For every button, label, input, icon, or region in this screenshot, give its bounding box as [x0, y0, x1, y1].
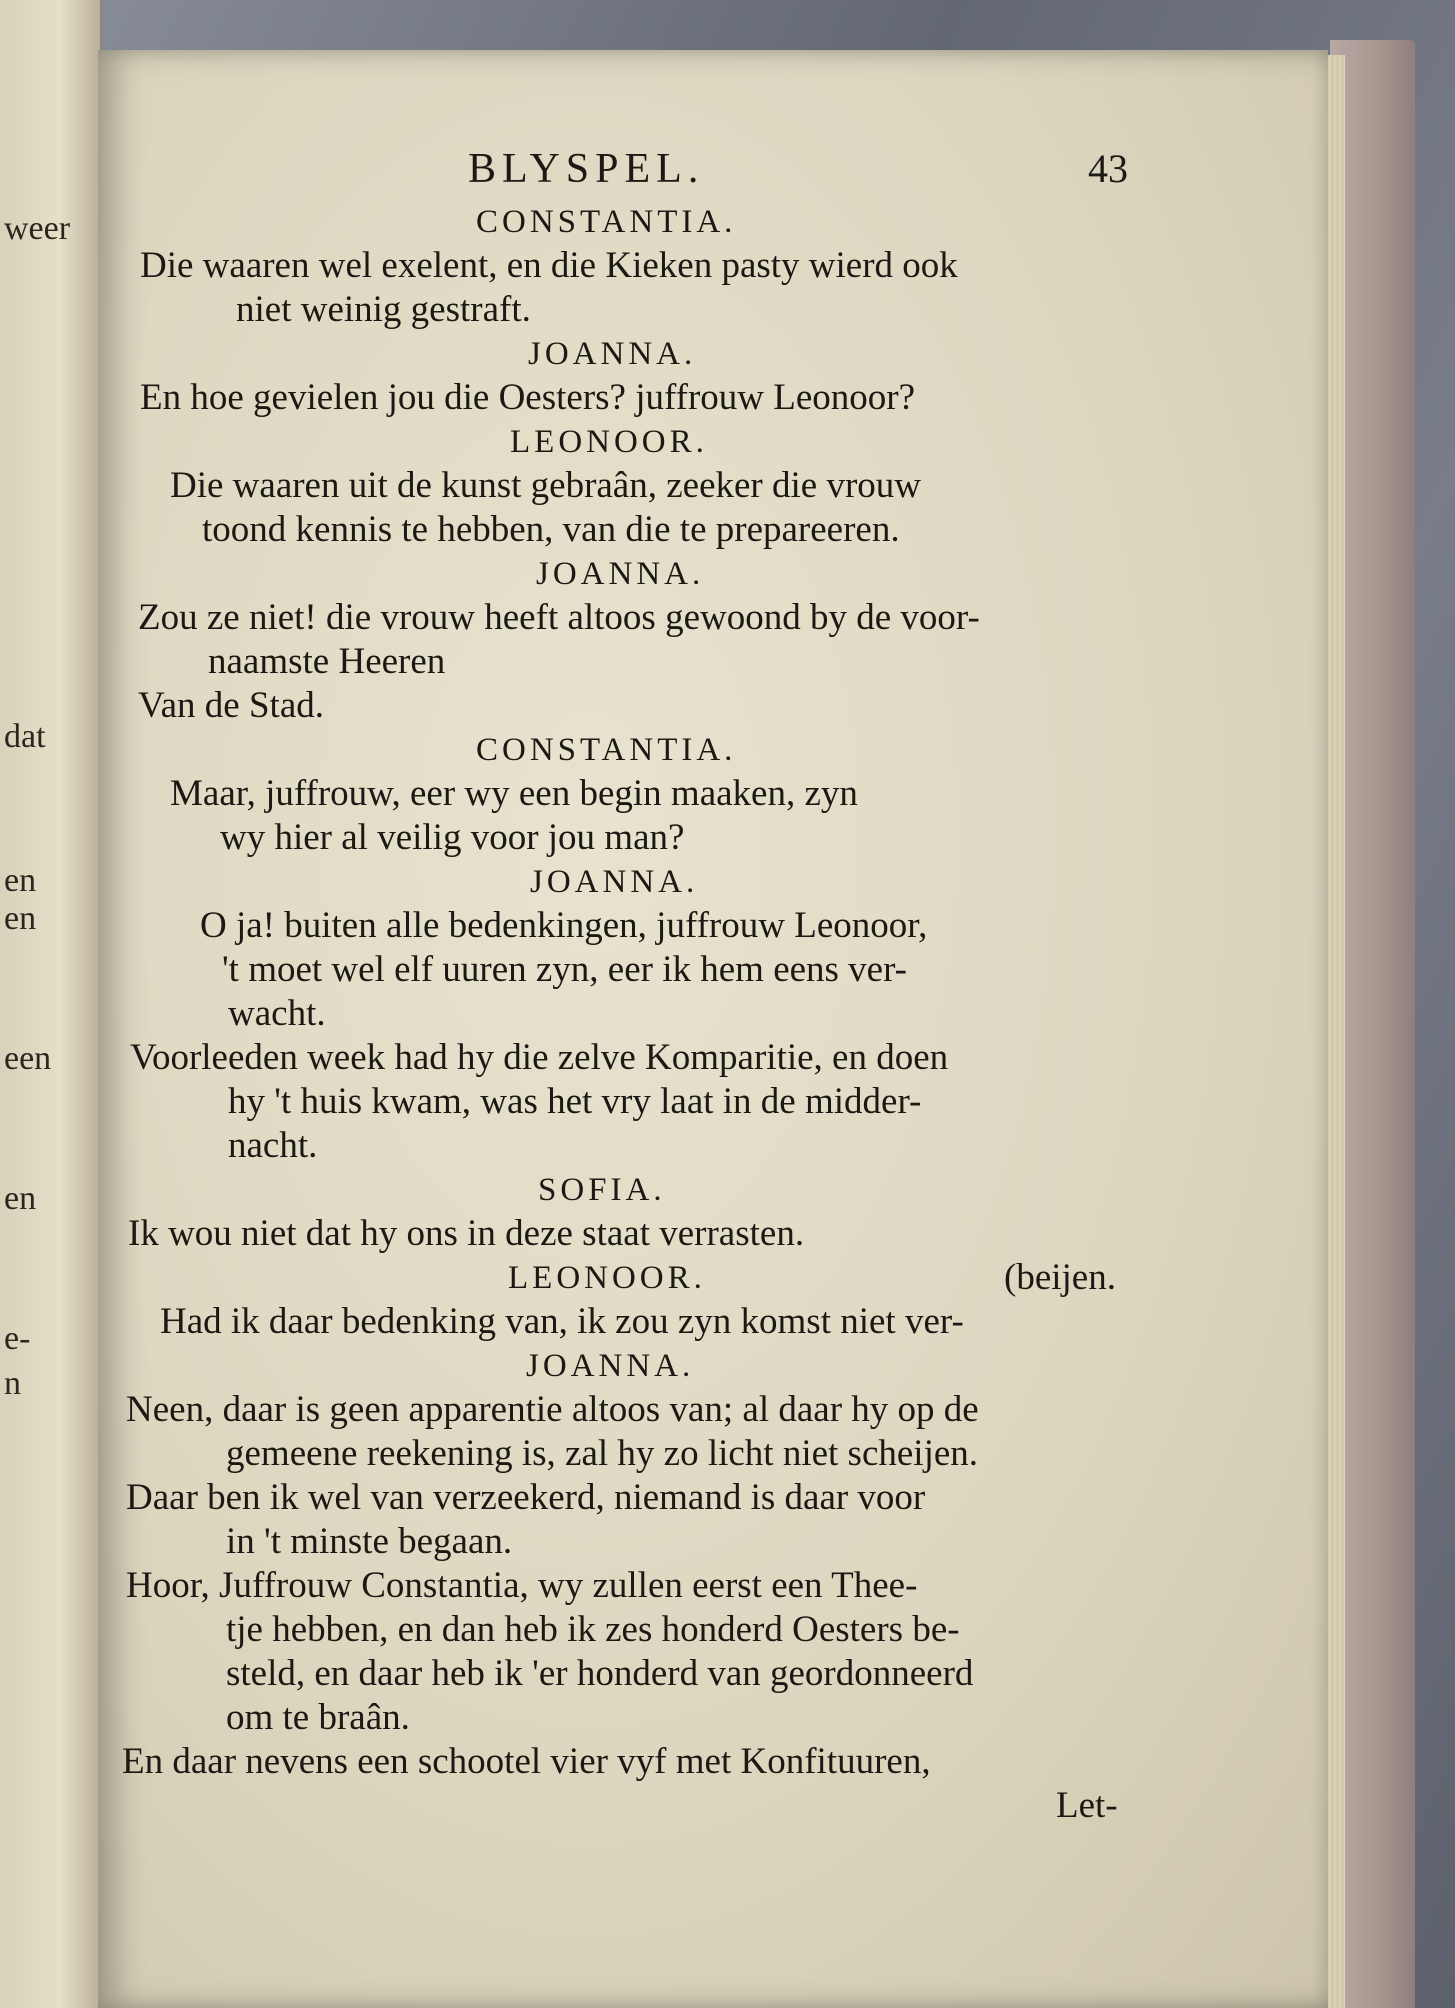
text-line: Voorleeden week had hy die zelve Komparitie, en doen [130, 1037, 949, 1078]
left-fragment: en [4, 900, 37, 937]
text-line: O ja! buiten alle bedenkingen, juffrouw Leonoor, [200, 905, 928, 946]
catchword: Let- [1056, 1785, 1118, 1826]
left-fragment: dat [4, 718, 46, 755]
speaker-heading: JOANNA. [530, 864, 699, 900]
left-fragment: en [4, 862, 37, 899]
text-line: naamste Heeren [208, 641, 446, 682]
text-line: wy hier al veilig voor jou man? [220, 817, 685, 858]
text-line: En daar nevens een schootel vier vyf met Konfituuren, [122, 1741, 931, 1782]
speaker-heading: LEONOOR. [508, 1260, 706, 1296]
text-line: om te braân. [226, 1697, 410, 1738]
text-line: tje hebben, en dan heb ik zes honderd Oesters be- [226, 1609, 960, 1650]
text-line: steld, en daar heb ik 'er honderd van geordonneerd [226, 1653, 974, 1694]
text-line: Had ik daar bedenking van, ik zou zyn komst niet ver- [160, 1301, 964, 1342]
speaker-heading: LEONOOR. [510, 424, 708, 460]
left-fragment: n [4, 1365, 21, 1402]
stage-direction: (beijen. [1004, 1257, 1116, 1298]
text-line: nacht. [228, 1125, 318, 1166]
text-line: niet weinig gestraft. [236, 289, 531, 330]
text-line: Die waaren wel exelent, en die Kieken pasty wierd ook [140, 245, 958, 286]
running-title: BLYSPEL. [468, 146, 705, 192]
left-fragment: weer [4, 210, 71, 247]
text-line: Die waaren uit de kunst gebraân, zeeker die vrouw [170, 465, 921, 506]
left-fragment: en [4, 1180, 37, 1217]
text-line: Maar, juffrouw, eer wy een begin maaken, zyn [170, 773, 858, 814]
book-page [98, 50, 1328, 2008]
speaker-heading: CONSTANTIA. [476, 732, 737, 768]
text-line: Zou ze niet! die vrouw heeft altoos gewoond by de voor- [138, 597, 980, 638]
text-line: Daar ben ik wel van verzeekerd, niemand is daar voor [126, 1477, 926, 1518]
left-fragment: een [4, 1040, 52, 1077]
text-line: Neen, daar is geen apparentie altoos van; al daar hy op de [126, 1389, 979, 1430]
text-line: En hoe gevielen jou die Oesters? juffrouw Leonoor? [140, 377, 916, 418]
speaker-heading: SOFIA. [538, 1172, 666, 1208]
text-line: toond kennis te hebben, van die te prepareeren. [202, 509, 900, 550]
left-fragment: e- [4, 1320, 31, 1357]
speaker-heading: JOANNA. [528, 336, 697, 372]
text-line: in 't minste begaan. [226, 1521, 513, 1562]
text-line: Hoor, Juffrouw Constantia, wy zullen eerst een Thee- [126, 1565, 918, 1606]
speaker-heading: JOANNA. [536, 556, 705, 592]
speaker-heading: JOANNA. [526, 1348, 695, 1384]
text-line: Ik wou niet dat hy ons in deze staat verrasten. [128, 1213, 805, 1254]
page-number: 43 [1088, 146, 1128, 191]
left-page-edge [0, 0, 102, 2008]
running-head [98, 145, 1328, 205]
text-line: Van de Stad. [138, 685, 324, 726]
text-line: hy 't huis kwam, was het vry laat in de midder- [228, 1081, 922, 1122]
text-line: wacht. [228, 993, 326, 1034]
text-line: gemeene reekening is, zal hy zo licht niet scheijen. [226, 1433, 979, 1474]
text-line: 't moet wel elf uuren zyn, eer ik hem eens ver- [222, 949, 908, 990]
speaker-heading: CONSTANTIA. [476, 204, 737, 240]
